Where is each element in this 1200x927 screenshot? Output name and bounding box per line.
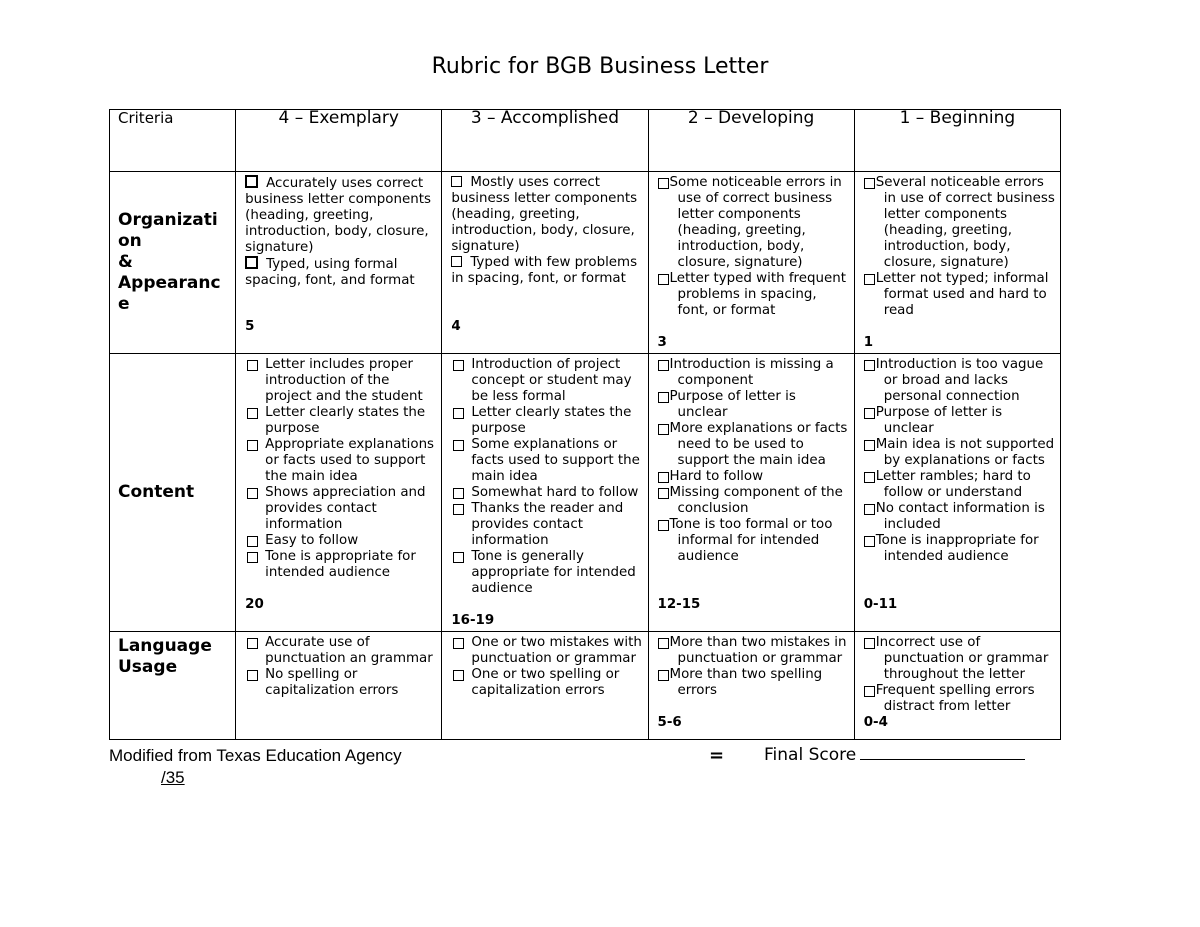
checkbox-icon [658,360,669,371]
criteria-organization: Organizati on & Appearanc e [110,172,236,354]
checkbox-icon [247,552,258,563]
checkbox-icon [247,488,258,499]
checkbox-icon [864,686,875,697]
criteria-language: Language Usage [110,632,236,740]
checkbox-icon [247,670,258,681]
cell-content-accomplished: Introduction of project concept or student may be less formal Letter clearly states the purpose Some explanations or facts used to support the main idea Somewhat hard to follow Thanks the reader and provides contact information Tone is generally appropriate for intended audience 16-19 [442,354,648,632]
checkbox-icon [864,274,875,285]
cell-lang-developing: More than two mistakes in punctuation or grammar More than two spelling errors 5-6 [648,632,854,740]
cell-org-developing: Some noticeable errors in use of correct business letter components (heading, greeting, introduction, body, closure, signature) Letter typed with frequent problems in spacing, font, or format 3 [648,172,854,354]
table-row [110,172,1061,354]
header-developing: 2 – Developing [648,110,854,172]
cell-org-beginning: Several noticeable errors in use of correct business letter components (heading, greeting, introduction, body, closure, signature) Letter not typed; informal format used and hard to read 1 [854,172,1060,354]
checkbox-icon [453,440,464,451]
checkbox-icon [864,178,875,189]
checkbox-icon [864,408,875,419]
cell-content-developing: Introduction is missing a component Purpose of letter is unclear More explanations or facts need to be used to support the main idea Hard to follow Missing component of the conclusion Tone is too formal or too informal for intended audience 12-15 [648,354,854,632]
checkbox-icon [245,175,258,188]
checkbox-icon [864,504,875,515]
rubric-table [109,109,1061,740]
table-row [110,354,1061,632]
score-value: 20 [245,597,264,612]
checkbox-icon [864,360,875,371]
checkbox-icon [453,504,464,515]
checkbox-icon [658,670,669,681]
checkbox-icon [658,274,669,285]
checkbox-icon [247,440,258,451]
cell-content-exemplary: Letter includes proper introduction of the project and the student Letter clearly states the purpose Appropriate explanations or facts used to support the main idea Shows appreciation and provides contact information Easy to follow Tone is appropriate for intended audience 20 [236,354,442,632]
checkbox-icon [453,408,464,419]
checkbox-icon [451,176,462,187]
header-row [110,110,1061,172]
checkbox-icon [658,392,669,403]
total-score: /35 [161,768,185,787]
score-value: 4 [451,319,461,334]
score-value: 1 [863,335,874,350]
checkbox-icon [247,536,258,547]
checkbox-icon [245,256,258,269]
checkbox-icon [453,552,464,563]
header-accomplished: 3 – Accomplished [442,110,648,172]
final-score: Final Score [764,745,1025,765]
checkbox-icon [453,638,464,649]
checkbox-icon [247,638,258,649]
cell-content-beginning: Introduction is too vague or broad and lacks personal connection Purpose of letter is unclear Main idea is not supported by explanations or facts Letter rambles; hard to follow or understand No contact information is included Tone is inappropriate for intended audience 0-11 [854,354,1060,632]
checkbox-icon [453,360,464,371]
checkbox-icon [658,178,669,189]
checkbox-icon [451,256,462,267]
score-value: 0-4 [863,715,888,730]
checkbox-icon [658,520,669,531]
checkbox-icon [453,488,464,499]
score-value: 3 [657,335,667,350]
checkbox-icon [864,536,875,547]
checkbox-icon [658,488,669,499]
checkbox-icon [864,440,875,451]
checkbox-icon [658,424,669,435]
page-title: Rubric for BGB Business Letter [431,54,769,79]
score-value: 5-6 [657,715,682,730]
checkbox-icon [247,360,258,371]
checkbox-icon [864,472,875,483]
header-criteria: Criteria [110,110,236,172]
checkbox-icon [658,472,669,483]
score-value: 16-19 [451,613,495,628]
score-value: 0-11 [863,597,898,612]
criteria-content: Content [110,354,236,632]
score-value: 5 [245,319,255,334]
score-value: 12-15 [657,597,701,612]
cell-lang-exemplary: Accurate use of punctuation an grammar No spelling or capitalization errors [236,632,442,740]
header-exemplary: 4 – Exemplary [236,110,442,172]
cell-org-accomplished: Mostly uses correct business letter components (heading, greeting, introduction, body, closure, signature) Typed with few problems in spacing, font, or format 4 [442,172,648,354]
cell-lang-beginning: Incorrect use of punctuation or grammar throughout the letter Frequent spelling errors distract from letter 0-4 [854,632,1060,740]
final-score-blank[interactable] [860,745,1025,760]
header-beginning: 1 – Beginning [854,110,1060,172]
checkbox-icon [864,638,875,649]
checkbox-icon [453,670,464,681]
source-note: Modified from Texas Education Agency [109,746,402,765]
table-row [110,632,1061,740]
cell-lang-accomplished: One or two mistakes with punctuation or grammar One or two spelling or capitalization errors [442,632,648,740]
checkbox-icon [658,638,669,649]
equals-sign: = [709,745,725,766]
cell-org-exemplary: Accurately uses correct business letter components (heading, greeting, introduction, body, closure, signature) Typed, using formal spacing, font, and format 5 [236,172,442,354]
checkbox-icon [247,408,258,419]
